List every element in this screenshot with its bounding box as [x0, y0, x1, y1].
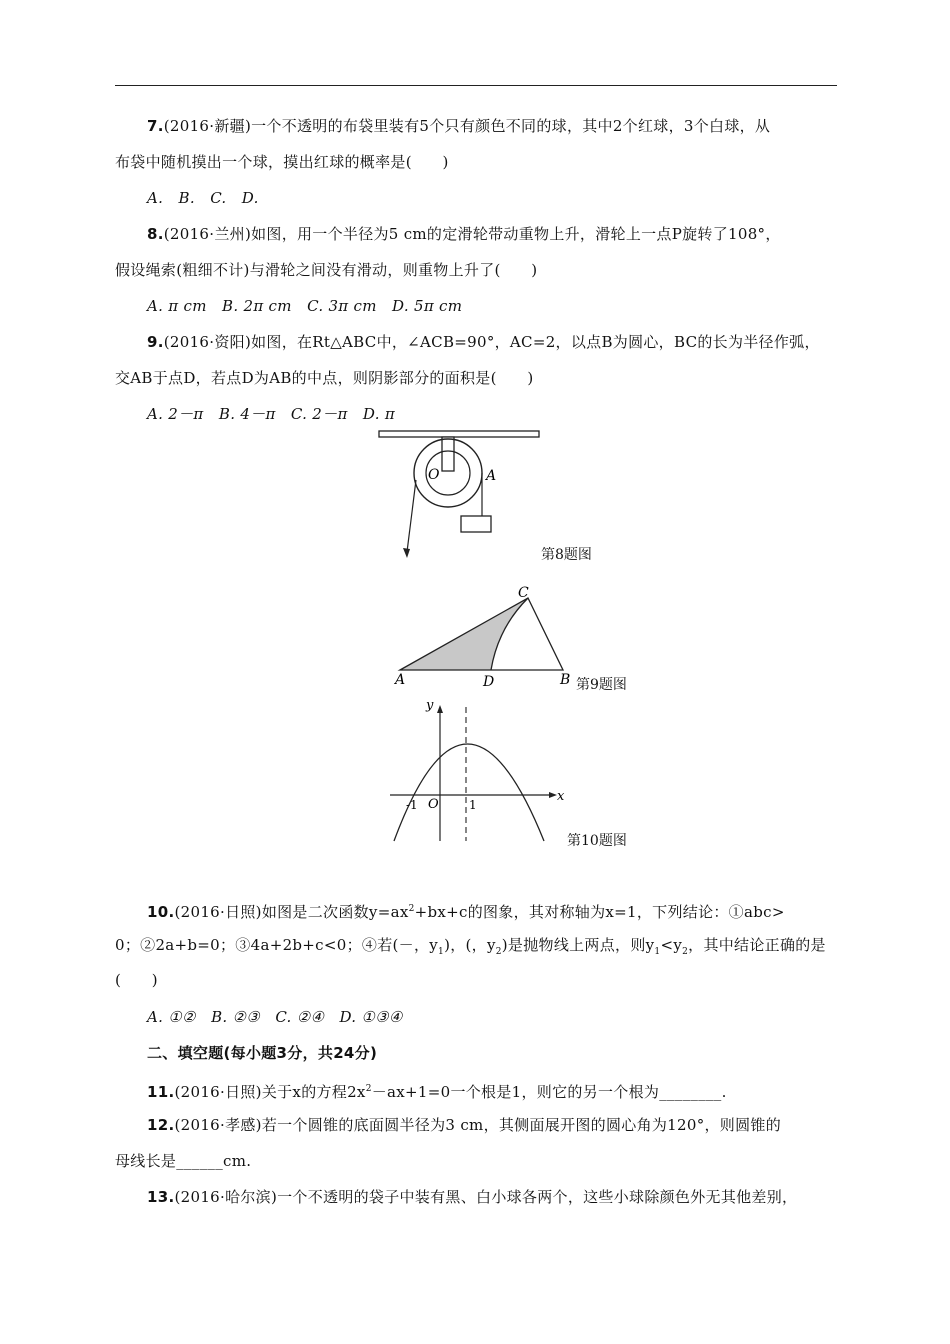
q7-text: (2016·新疆)一个不透明的布袋里装有5个只有颜色不同的球，其中2个红球，3个白球，从 — [163, 117, 771, 135]
q10-line2 — [115, 935, 826, 962]
pulley-bracket — [442, 437, 454, 471]
q7-options: A. B. C. D. — [147, 189, 259, 207]
q8-options: A. π cm B. 2π cm C. 3π cm D. 5π cm — [147, 297, 463, 315]
x-axis-label: x — [557, 789, 565, 804]
pulley-figure — [375, 428, 545, 563]
pulley-point-label: A — [486, 468, 497, 484]
left-rope — [407, 480, 416, 552]
weight-block — [461, 516, 491, 532]
parabola-curve — [394, 744, 544, 841]
point-d-label: D — [483, 674, 495, 690]
q8-number: 8. — [147, 225, 164, 243]
q12-line1 — [147, 1115, 781, 1135]
q10-superscript: 2 — [408, 904, 415, 914]
fig10-caption: 第10题图 — [567, 833, 627, 849]
y-axis-arrow — [437, 705, 443, 713]
x-axis-arrow — [549, 792, 557, 798]
q10-line2-part-d: <y — [660, 936, 683, 954]
q13-number: 13. — [147, 1188, 175, 1206]
q11-number: 11. — [147, 1083, 175, 1101]
q12-text: (2016·孝感)若一个圆锥的底面圆半径为3 cm，其侧面展开图的圆心角为120°，则圆锥的 — [174, 1116, 781, 1134]
q9-line2: 交AB于点D，若点D为AB的中点，则阴影部分的面积是( ) — [115, 369, 534, 387]
section-2-title: 二、填空题(每小题3分，共24分) — [147, 1044, 378, 1062]
q10-line2-part-e: ，其中结论正确的是 — [688, 936, 826, 954]
q10-line1-part-a: (2016·日照)如图是二次函数y=ax — [174, 903, 409, 921]
q9-number: 9. — [147, 333, 164, 351]
vertex-c-label: C — [518, 585, 529, 601]
q7-line2: 布袋中随机摸出一个球，摸出红球的概率是( ) — [115, 153, 449, 171]
vertex-b-label: B — [560, 672, 571, 688]
q10-line2-part-b: )，(，y — [444, 936, 496, 954]
fig8-caption: 第8题图 — [541, 547, 592, 563]
q10-sub-2: 2 — [495, 947, 502, 957]
q11-superscript: 2 — [365, 1084, 372, 1094]
one-label: 1 — [469, 798, 477, 812]
y-axis-label: y — [426, 698, 434, 713]
q10-line1 — [147, 899, 785, 922]
q13-text: (2016·哈尔滨)一个不透明的袋子中装有黑、白小球各两个，这些小球除颜色外无其他差别， — [174, 1188, 798, 1206]
header-rule — [115, 85, 837, 86]
q12-number: 12. — [147, 1116, 175, 1134]
q7-number: 7. — [147, 117, 164, 135]
q8-text: (2016·兰州)如图，用一个半径为5 cm的定滑轮带动重物上升，滑轮上一点P旋转了108°， — [163, 225, 781, 243]
q8-line2: 假设绳索(粗细不计)与滑轮之间没有滑动，则重物上升了( ) — [115, 261, 538, 279]
parabola-figure — [380, 695, 570, 845]
q10-sub-1: 1 — [438, 947, 445, 957]
pulley-center-label: O — [428, 467, 440, 483]
q11-line — [147, 1079, 727, 1102]
q9-text: (2016·资阳)如图，在Rt△ABC中，∠ACB=90°，AC=2，以点B为圆心，BC的长为半径作弧， — [163, 333, 820, 351]
q7-line1 — [147, 116, 770, 136]
q10-line1-part-b: +bx+c的图象，其对称轴为x=1，下列结论：①abc> — [414, 903, 785, 921]
q11-text-b: －ax+1=0一个根是1，则它的另一个根为________. — [371, 1083, 727, 1101]
q10-options: A. ①② B. ②③ C. ②④ D. ①③④ — [147, 1008, 403, 1026]
q12-line2: 母线长是______cm. — [115, 1152, 252, 1170]
q9-line1 — [147, 332, 820, 352]
q10-sub-3: 1 — [654, 947, 661, 957]
q10-line2-part-c: )是抛物线上两点，则y — [501, 936, 655, 954]
triangle-figure — [390, 585, 575, 690]
q9-options: A. 2－π B. 4－π C. 2－π D. π — [147, 405, 395, 423]
fig9-caption: 第9题图 — [576, 677, 627, 693]
vertex-a-label: A — [395, 672, 406, 688]
q11-text-a: (2016·日照)关于x的方程2x — [174, 1083, 366, 1101]
ceiling-beam — [379, 431, 539, 437]
origin-label: O — [428, 797, 439, 812]
neg-one-label: -1 — [406, 798, 418, 812]
q8-line1 — [147, 224, 781, 244]
q10-line2-part-a: 0；②2a+b=0；③4a+2b+c<0；④若(－，y — [115, 936, 439, 954]
q13-line1 — [147, 1187, 797, 1207]
q10-sub-4: 2 — [682, 947, 689, 957]
q10-line3: ( ) — [115, 971, 158, 989]
rope-arrow — [403, 548, 410, 558]
q10-number: 10. — [147, 903, 175, 921]
